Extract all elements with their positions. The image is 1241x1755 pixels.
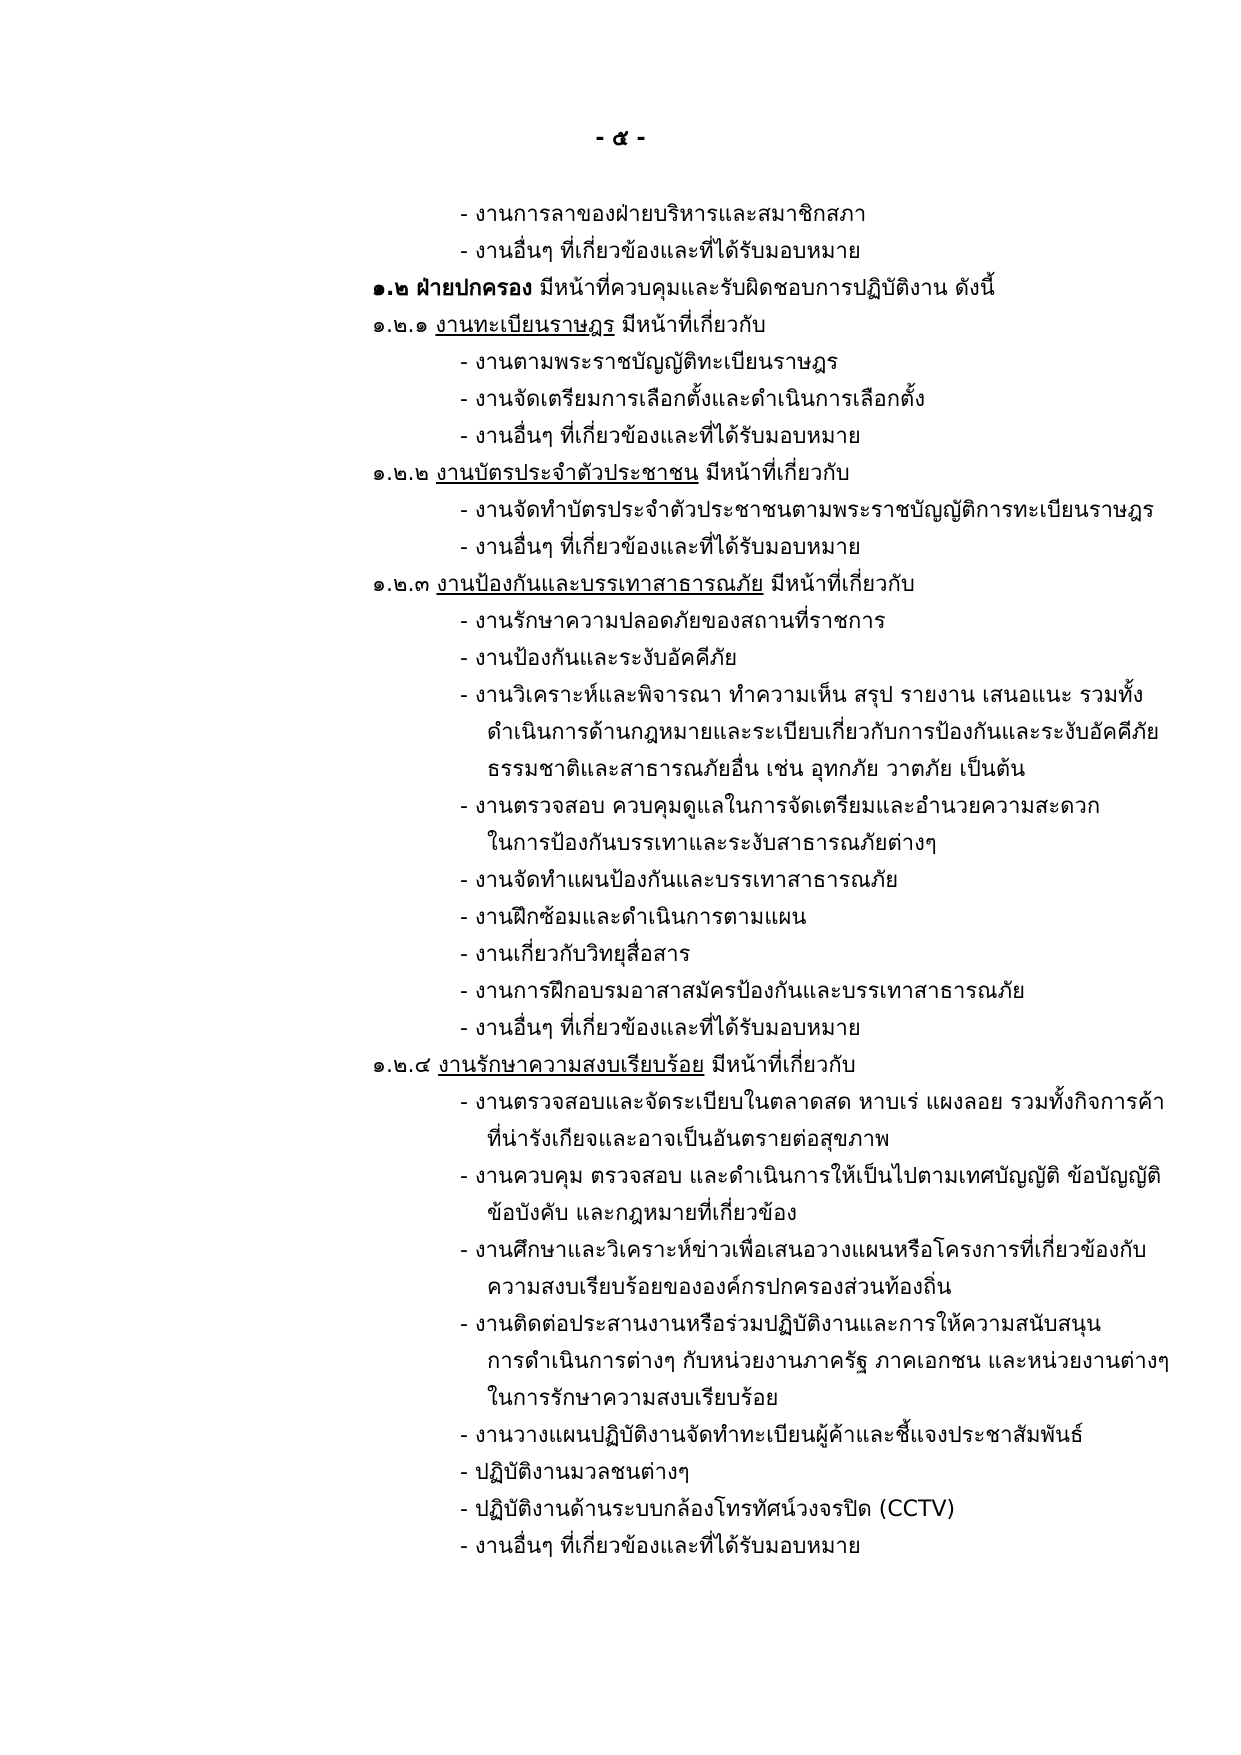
- bullet-item: - งานตรวจสอบ ควบคุมดูแลในการจัดเตรียมและอำนวยความสะดวก: [460, 794, 1101, 819]
- bullet-item: - งานวางแผนปฏิบัติงานจัดทำทะเบียนผู้ค้าและชี้แจงประชาสัมพันธ์: [460, 1423, 1084, 1448]
- subsection-number: ๑.๒.๔: [372, 1053, 439, 1078]
- subsection-heading: [372, 307, 1241, 344]
- bullet-continuation: ในการป้องกันบรรเทาและระงับสาธารณภัยต่างๆ: [487, 831, 937, 856]
- subsection-title: งานบัตรประจำตัวประชาชน: [435, 461, 699, 486]
- subsection-title: งานป้องกันและบรรเทาสาธารณภัย: [436, 572, 764, 597]
- bullet-item: - งานจัดเตรียมการเลือกตั้งและดำเนินการเลือกตั้ง: [460, 387, 926, 412]
- bullet-item: - ปฏิบัติงานด้านระบบกล้องโทรทัศน์วงจรปิด (CCTV): [460, 1497, 956, 1522]
- bullet-continuation: ดำเนินการด้านกฎหมายและระเบียบเกี่ยวกับการป้องกันและระงับอัคคีภัย: [487, 720, 1160, 745]
- bullet-item: - งานอื่นๆ ที่เกี่ยวข้องและที่ได้รับมอบหมาย: [460, 424, 861, 449]
- bullet-item: - งานเกี่ยวกับวิทยุสื่อสาร: [460, 942, 691, 967]
- subsection-heading: [372, 566, 1241, 603]
- bullet-continuation: ความสงบเรียบร้อยขององค์กรปกครองส่วนท้องถิ่น: [487, 1275, 952, 1300]
- subsection-number: ๑.๒.๑: [372, 313, 436, 338]
- subsection-number: ๑.๒.๓: [372, 572, 437, 597]
- bullet-item: - งานอื่นๆ ที่เกี่ยวข้องและที่ได้รับมอบหมาย: [460, 239, 861, 264]
- bullet-item: - ปฏิบัติงานมวลชนต่างๆ: [460, 1460, 690, 1485]
- subsection-description: มีหน้าที่เกี่ยวกับ: [704, 1053, 856, 1078]
- section-title: ๑.๒ ฝ่ายปกครอง: [372, 276, 533, 301]
- bullet-item: - งานศึกษาและวิเคราะห์ข่าวเพื่อเสนอวางแผนหรือโครงการที่เกี่ยวข้องกับ: [460, 1238, 1147, 1263]
- bullet-continuation: ที่น่ารังเกียจและอาจเป็นอันตรายต่อสุขภาพ: [487, 1127, 890, 1152]
- bullet-item: - งานวิเคราะห์และพิจารณา ทำความเห็น สรุป รายงาน เสนอแนะ รวมทั้ง: [460, 683, 1144, 708]
- bullet-item: - งานรักษาความปลอดภัยของสถานที่ราชการ: [460, 609, 886, 634]
- bullet-continuation: ในการรักษาความสงบเรียบร้อย: [487, 1386, 779, 1411]
- subsection-description: มีหน้าที่เกี่ยวกับ: [698, 461, 850, 486]
- subsection-title: งานรักษาความสงบเรียบร้อย: [438, 1053, 705, 1078]
- bullet-item: - งานอื่นๆ ที่เกี่ยวข้องและที่ได้รับมอบหมาย: [460, 535, 861, 560]
- bullet-item: - งานอื่นๆ ที่เกี่ยวข้องและที่ได้รับมอบหมาย: [460, 1016, 861, 1041]
- bullet-item: - งานควบคุม ตรวจสอบ และดำเนินการให้เป็นไปตามเทศบัญญัติ ข้อบัญญัติ: [460, 1164, 1162, 1189]
- subsection-heading: [372, 455, 1241, 492]
- bullet-continuation: ข้อบังคับ และกฎหมายที่เกี่ยวข้อง: [487, 1201, 798, 1226]
- subsection-number: ๑.๒.๒: [372, 461, 436, 486]
- bullet-item: - งานอื่นๆ ที่เกี่ยวข้องและที่ได้รับมอบหมาย: [460, 1534, 861, 1559]
- bullet-item: - งานจัดทำแผนป้องกันและบรรเทาสาธารณภัย: [460, 868, 899, 893]
- section-description: มีหน้าที่ควบคุมและรับผิดชอบการปฏิบัติงาน ดังนี้: [532, 276, 995, 301]
- subsection-heading: [372, 1047, 1241, 1084]
- subsection-title: งานทะเบียนราษฎร: [435, 313, 615, 338]
- bullet-item: - งานติดต่อประสานงานหรือร่วมปฏิบัติงานและการให้ความสนับสนุน: [460, 1312, 1102, 1337]
- bullet-continuation: การดำเนินการต่างๆ กับหน่วยงานภาครัฐ ภาคเอกชน และหน่วยงานต่างๆ: [487, 1349, 1170, 1374]
- page-number: - ๕ -: [595, 126, 646, 151]
- bullet-item: - งานการลาของฝ่ายบริหารและสมาชิกสภา: [460, 202, 867, 227]
- subsection-description: มีหน้าที่เกี่ยวกับ: [614, 313, 766, 338]
- bullet-item: - งานฝึกซ้อมและดำเนินการตามแผน: [460, 905, 807, 930]
- bullet-item: - งานการฝึกอบรมอาสาสมัครป้องกันและบรรเทาสาธารณภัย: [460, 979, 1025, 1004]
- document-body: [0, 196, 1241, 1565]
- bullet-continuation: ธรรมชาติและสาธารณภัยอื่น เช่น อุทกภัย วาตภัย เป็นต้น: [487, 757, 1026, 782]
- section-heading: [372, 270, 1241, 307]
- bullet-item: - งานป้องกันและระงับอัคคีภัย: [460, 646, 738, 671]
- bullet-item: - งานตามพระราชบัญญัติทะเบียนราษฎร: [460, 350, 839, 375]
- bullet-item: - งานจัดทำบัตรประจำตัวประชาชนตามพระราชบัญญัติการทะเบียนราษฎร: [460, 498, 1155, 523]
- bullet-item: - งานตรวจสอบและจัดระเบียบในตลาดสด หาบเร่ แผงลอย รวมทั้งกิจการค้า: [460, 1090, 1165, 1115]
- subsection-description: มีหน้าที่เกี่ยวกับ: [763, 572, 915, 597]
